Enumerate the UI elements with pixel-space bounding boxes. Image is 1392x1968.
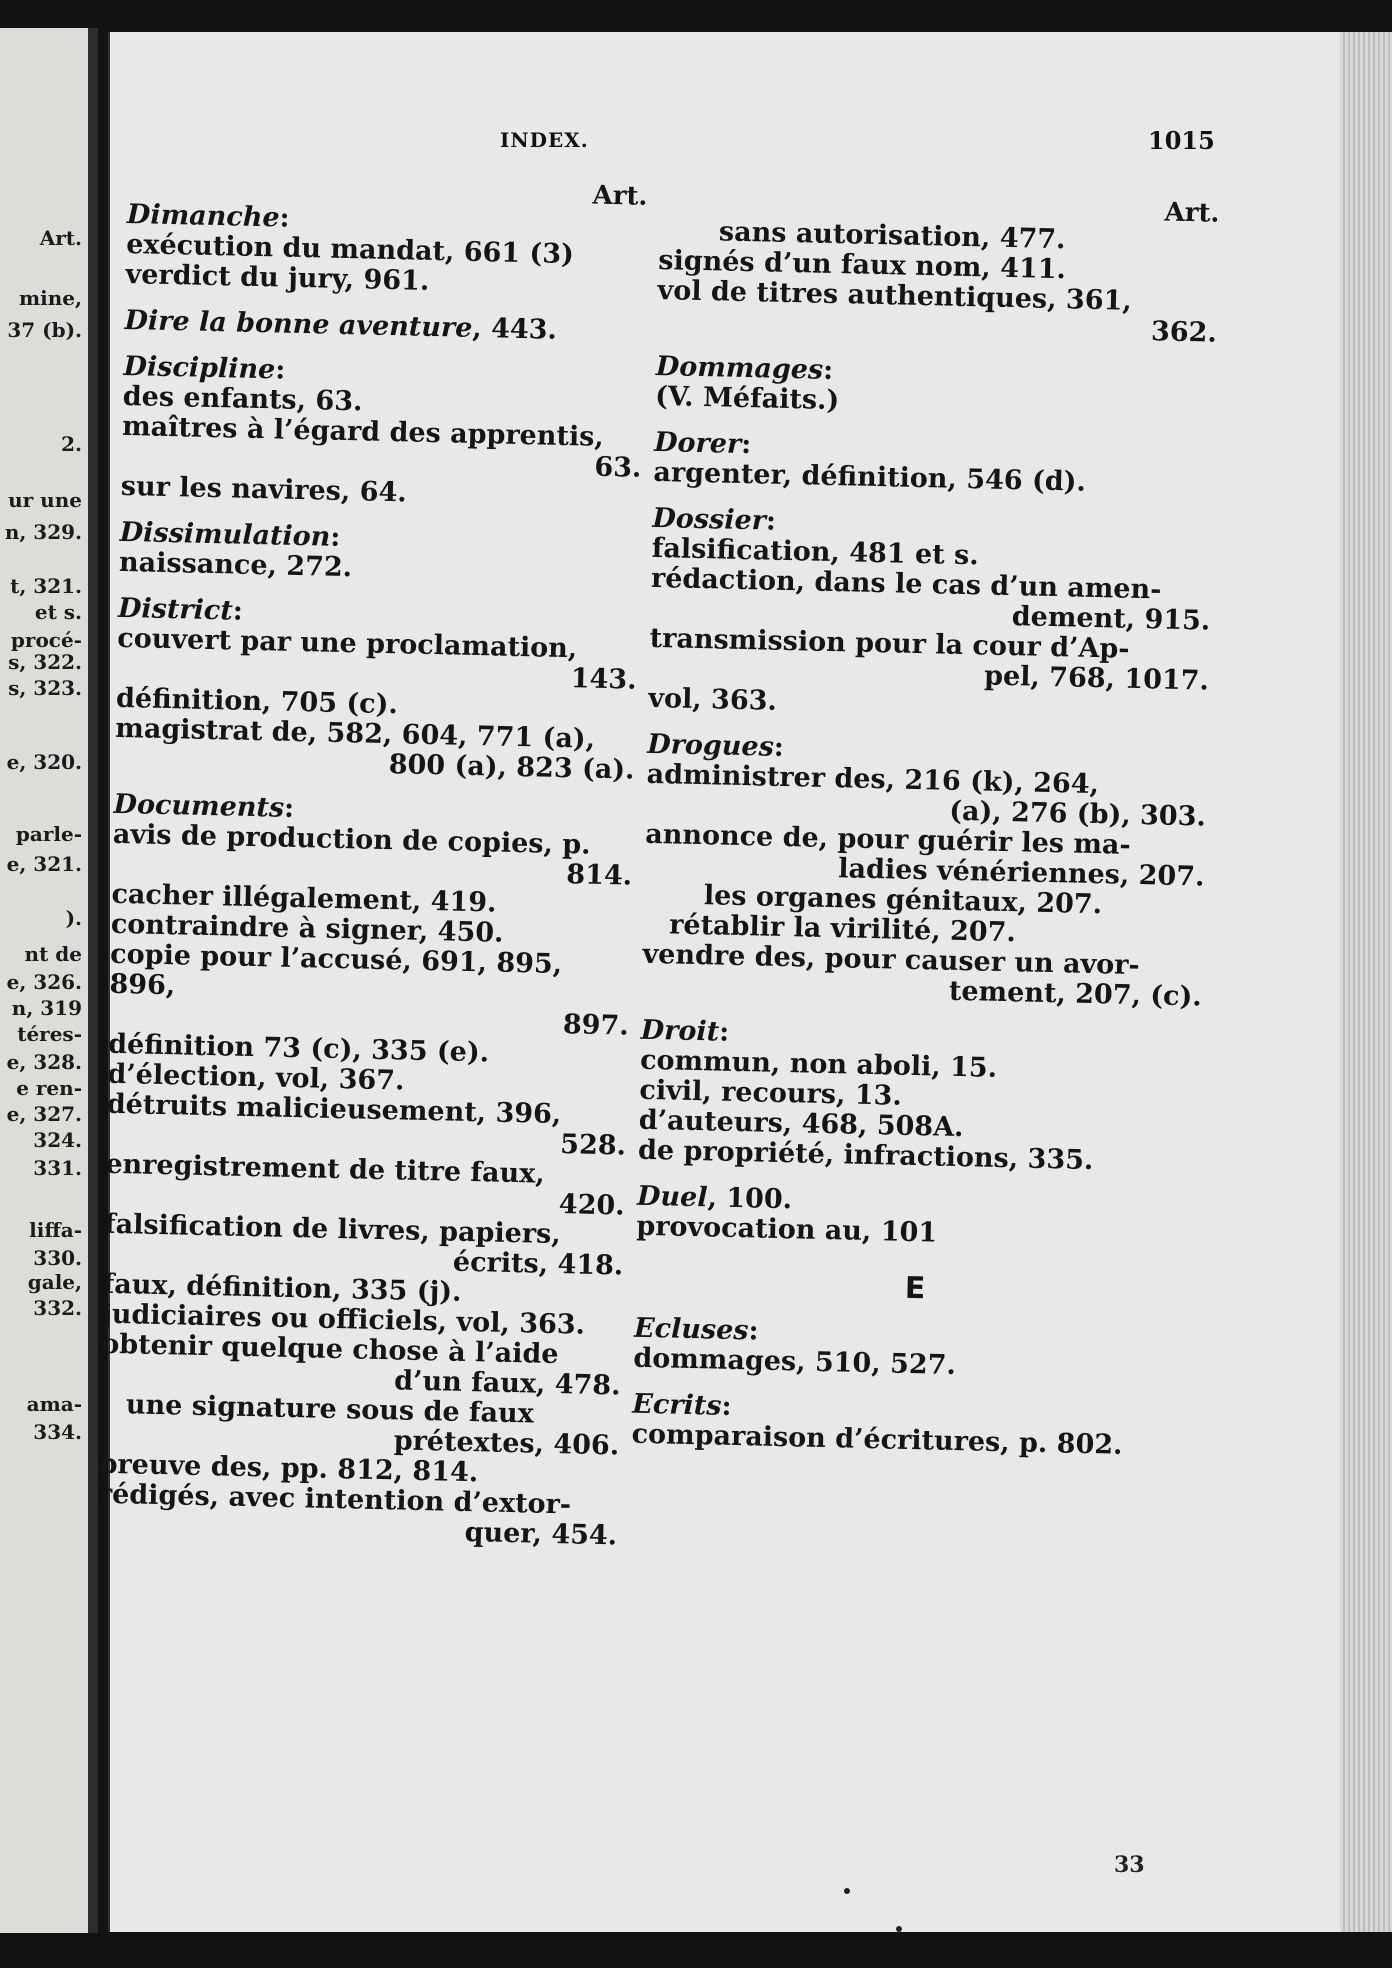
index-column-right bbox=[631, 186, 1220, 1462]
left-page-text: parle- bbox=[15, 822, 82, 846]
index-subentry: sur les navires, 64. bbox=[120, 470, 408, 509]
index-subentry: commun, non aboli, 15. bbox=[639, 1044, 998, 1084]
index-subentry: tement, 207, (c). bbox=[948, 975, 1203, 1013]
left-page-text: 331. bbox=[33, 1156, 82, 1180]
index-entry bbox=[655, 352, 1216, 425]
index-subentry: 897. bbox=[562, 1009, 630, 1042]
index-subentry: administrer des, 216 (k), 264, bbox=[646, 758, 1100, 801]
index-entry bbox=[119, 518, 640, 590]
entry-heading-suffix: , 443. bbox=[472, 312, 558, 346]
entry-heading-suffix: , 100. bbox=[707, 1182, 793, 1216]
index-entry bbox=[653, 428, 1214, 501]
left-page-text: e, 327. bbox=[6, 1102, 82, 1126]
index-subentry: magistrat de, 582, 604, 771 (a), bbox=[114, 712, 596, 755]
index-subentry: 800 (a), 823 (a). bbox=[388, 749, 635, 786]
entry-heading-suffix: : bbox=[721, 1390, 732, 1422]
index-subentry: dement, 915. bbox=[1011, 601, 1211, 637]
left-page-text: ur une bbox=[8, 488, 82, 512]
index-subentry: vendre des, pour causer un avor- bbox=[642, 938, 1141, 982]
left-page-text: e, 326. bbox=[6, 970, 82, 994]
left-page-text: e, 320. bbox=[6, 750, 82, 774]
index-entry bbox=[97, 790, 634, 1552]
index-entry bbox=[636, 1182, 1197, 1255]
index-subentry: des enfants, 63. bbox=[122, 380, 363, 418]
index-subentry: détruits malicieusement, 396, bbox=[106, 1088, 562, 1131]
left-page-fragment bbox=[0, 28, 98, 1933]
left-page-text: s, 323. bbox=[8, 676, 82, 700]
index-subentry: signés d’un faux nom, 411. bbox=[657, 244, 1067, 286]
left-page-text: t, 321. bbox=[10, 574, 82, 598]
index-subentry: d’élection, vol, 367. bbox=[107, 1058, 405, 1097]
page-number: 1015 bbox=[1148, 126, 1215, 155]
index-subentry: 362. bbox=[1150, 316, 1218, 349]
ink-speck bbox=[896, 1926, 902, 1932]
index-subentry: rétablir la virilité, 207. bbox=[668, 909, 1017, 949]
index-subentry: preuve des, pp. 812, 814. bbox=[98, 1448, 479, 1489]
index-subentry: civil, recours, 13. bbox=[639, 1074, 903, 1112]
entry-heading-suffix: : bbox=[740, 428, 752, 461]
section-letter: E bbox=[904, 1270, 926, 1307]
index-subentry: de propriété, infractions, 335. bbox=[637, 1134, 1094, 1177]
entry-headword: Droit bbox=[640, 1014, 720, 1048]
index-subentry: d’auteurs, 468, 508A. bbox=[638, 1104, 964, 1144]
entry-headword: Dossier bbox=[652, 502, 767, 537]
entry-heading-suffix: : bbox=[283, 792, 295, 824]
running-header: INDEX. bbox=[500, 128, 589, 152]
page-edges bbox=[1340, 32, 1392, 1932]
index-subentry: avis de production de copies, p. bbox=[112, 818, 591, 861]
index-subentry: définition, 705 (c). bbox=[115, 682, 399, 721]
index-column-left bbox=[97, 170, 648, 1551]
index-subentry: sans autorisation, 477. bbox=[718, 216, 1066, 256]
index-subentry: transmission pour la cour d’Ap- bbox=[649, 622, 1130, 665]
index-subentry: provocation au, 101 bbox=[636, 1210, 938, 1249]
left-page-text: 330. bbox=[33, 1246, 82, 1270]
index-subentry: judiciaires ou officiels, vol, 363. bbox=[101, 1298, 586, 1341]
entry-headword: Ecluses bbox=[633, 1312, 749, 1347]
index-subentry: argenter, définition, 546 (d). bbox=[653, 456, 1087, 498]
left-page-text: et s. bbox=[34, 600, 82, 624]
entry-headword: Dimanche bbox=[126, 198, 280, 234]
left-page-text: 37 (b). bbox=[7, 318, 82, 342]
entry-heading-line bbox=[124, 306, 645, 348]
entry-headword: Discipline bbox=[123, 350, 276, 386]
index-subentry: vol, 363. bbox=[648, 682, 778, 717]
index-entry bbox=[125, 200, 647, 302]
index-subentry: (V. Méfaits.) bbox=[654, 380, 840, 417]
left-page-text: ). bbox=[65, 906, 82, 930]
index-subentry: 814. bbox=[566, 859, 633, 892]
entry-headword: Dissimulation bbox=[119, 516, 331, 553]
index-subentry: enregistrement de titre faux, bbox=[105, 1148, 546, 1190]
index-subentry: prétextes, 406. bbox=[393, 1425, 620, 1462]
index-subentry: 420. bbox=[558, 1189, 625, 1222]
entry-heading-suffix: : bbox=[232, 595, 244, 627]
entry-heading-suffix: : bbox=[274, 354, 286, 386]
left-page-text: mine, bbox=[19, 286, 82, 310]
entry-headword: Dire la bonne aventure bbox=[124, 304, 473, 344]
index-subentry: (a), 276 (b), 303. bbox=[948, 795, 1207, 833]
index-subentry: exécution du mandat, 661 (3) bbox=[125, 228, 575, 271]
entry-headword: Documents bbox=[113, 788, 285, 824]
index-subentry: pel, 768, 1017. bbox=[983, 660, 1210, 697]
entry-heading-suffix: : bbox=[765, 505, 777, 537]
index-subentry: rédigés, avec intention d’extor- bbox=[97, 1478, 572, 1521]
left-page-text: 332. bbox=[33, 1296, 82, 1320]
left-page-text: n, 319 bbox=[11, 996, 82, 1020]
index-subentry: contraindre à signer, 450. bbox=[110, 908, 504, 949]
entry-headword: District bbox=[117, 592, 234, 627]
index-subentry: naissance, 272. bbox=[118, 546, 353, 584]
entry-headword: Ecrits bbox=[632, 1388, 722, 1422]
index-entry bbox=[648, 504, 1213, 727]
index-subentry: falsification, 481 et s. bbox=[651, 532, 980, 572]
left-page-text: Art. bbox=[39, 226, 82, 250]
entry-heading-suffix: : bbox=[748, 1315, 759, 1347]
index-subentry: faux, définition, 335 (j). bbox=[102, 1268, 462, 1308]
left-page-text: nt de bbox=[24, 942, 82, 966]
index-entry bbox=[114, 594, 638, 786]
index-subentry: définition 73 (c), 335 (e). bbox=[107, 1028, 490, 1069]
book-gutter bbox=[88, 28, 98, 1933]
left-page-text: s, 322. bbox=[8, 650, 82, 674]
index-subentry: dommages, 510, 527. bbox=[633, 1342, 957, 1382]
left-page-text: téres- bbox=[17, 1022, 82, 1046]
index-subentry: vol de titres authentiques, 361, bbox=[657, 274, 1133, 317]
left-page-text: ama- bbox=[26, 1392, 82, 1416]
index-subentry: rédaction, dans le cas d’un amen- bbox=[650, 562, 1162, 606]
art-label: Art. bbox=[592, 180, 648, 212]
index-subentry: ladies vénériennes, 207. bbox=[838, 853, 1205, 893]
left-page-text: liffa- bbox=[29, 1218, 82, 1242]
index-subentry: d’un faux, 478. bbox=[393, 1365, 621, 1402]
index-subentry: 143. bbox=[570, 663, 637, 696]
left-page-text: n, 329. bbox=[4, 520, 82, 544]
entry-headword: Dorer bbox=[653, 426, 742, 460]
signature-number: 33 bbox=[1114, 1852, 1145, 1878]
index-entry bbox=[124, 306, 645, 348]
index-subentry: 528. bbox=[559, 1129, 627, 1162]
index-subentry: quer, 454. bbox=[464, 1516, 618, 1552]
left-page-text: e, 321. bbox=[6, 852, 82, 876]
entry-heading-suffix: : bbox=[773, 731, 785, 763]
index-subentry: couvert par une proclamation, bbox=[117, 622, 578, 665]
left-page-text: procé- bbox=[10, 628, 82, 652]
index-subentry: copie pour l’accusé, 691, 895, 896, bbox=[109, 938, 563, 1002]
index-subentry: obtenir quelque chose à l’aide bbox=[101, 1328, 559, 1371]
entry-headword: Dommages bbox=[655, 350, 824, 386]
entry-heading-suffix: : bbox=[822, 354, 834, 386]
entry-heading-suffix: : bbox=[330, 521, 341, 553]
entry-heading-suffix: : bbox=[279, 202, 290, 234]
index-subentry: comparaison d’écritures, p. 802. bbox=[631, 1418, 1123, 1461]
ink-speck bbox=[844, 1888, 850, 1894]
left-page-text: gale, bbox=[27, 1270, 82, 1294]
index-subentry: falsification de livres, papiers, bbox=[103, 1208, 562, 1251]
index-entry bbox=[120, 352, 643, 514]
index-entry bbox=[631, 1390, 1192, 1463]
index-subentry: annonce de, pour guérir les ma- bbox=[644, 818, 1132, 861]
entry-heading-suffix: : bbox=[718, 1016, 730, 1048]
art-label: Art. bbox=[1164, 197, 1220, 229]
entry-headword: Duel bbox=[636, 1180, 708, 1214]
left-page-text: 324. bbox=[33, 1128, 82, 1152]
index-entry bbox=[633, 1314, 1194, 1387]
index-subentry: cacher illégalement, 419. bbox=[111, 878, 497, 919]
left-page-text: e ren- bbox=[16, 1076, 82, 1100]
continuation-block bbox=[657, 216, 1220, 349]
entry-headword: Drogues bbox=[646, 728, 775, 763]
index-subentry: maîtres à l’égard des apprentis, bbox=[121, 410, 605, 453]
left-page-text: 2. bbox=[61, 432, 82, 456]
index-entry bbox=[642, 730, 1208, 1013]
index-entry bbox=[638, 1016, 1201, 1179]
left-page-text: 334. bbox=[33, 1420, 82, 1444]
left-page-text: e, 328. bbox=[6, 1050, 82, 1074]
index-subentry: 63. bbox=[594, 451, 642, 484]
index-subentry: les organes génitaux, 207. bbox=[703, 880, 1103, 921]
index-subentry: verdict du jury, 961. bbox=[125, 258, 430, 297]
index-subentry: une signature sous de faux bbox=[125, 1389, 535, 1430]
index-subentry: écrits, 418. bbox=[452, 1246, 624, 1282]
